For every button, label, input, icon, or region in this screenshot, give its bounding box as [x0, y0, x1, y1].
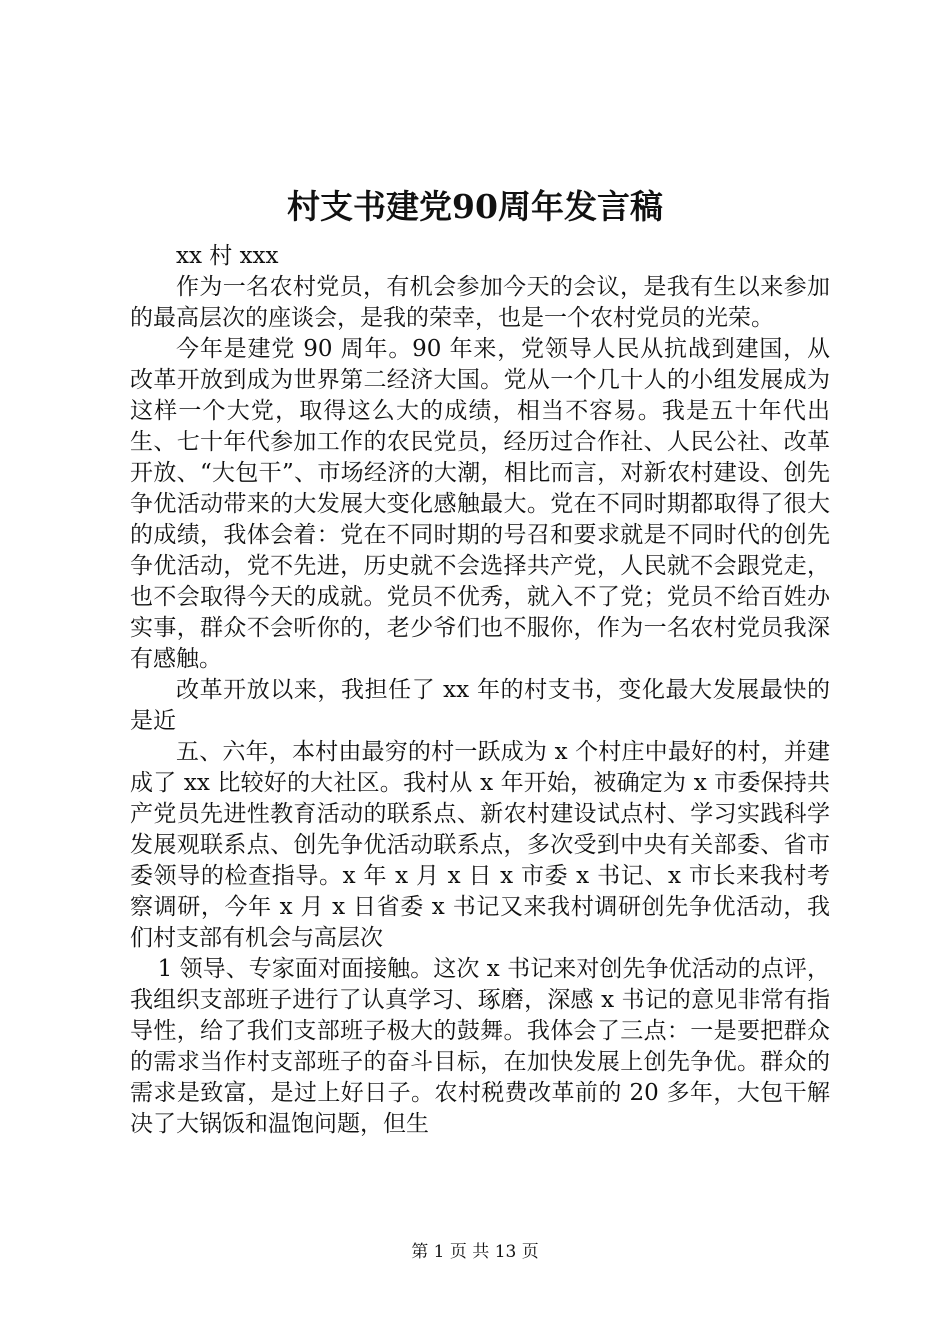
paragraph-5: 1 领导、专家面对面接触。这次 x 书记来对创先争优活动的点评，我组织支部班子进行了认真学习、琢磨，深感 x 书记的意见非常有指导性，给了我们支部班子极大的鼓舞。我体会了三点：一是要把群众的需求当作村支部班子的奋斗目标，在加快发展上创先争优。群众的需求是致富，是过上好日子。农村税费改革前的 20 多年，大包干解决了大锅饭和温饱问题，但生 [130, 956, 830, 1137]
page-number-footer: 第 1 页 共 13 页 [411, 1242, 539, 1262]
document-body [130, 241, 830, 1140]
paragraph-1: 作为一名农村党员，有机会参加今天的会议，是我有生以来参加的最高层次的座谈会，是我的荣幸，也是一个农村党员的光荣。 [130, 274, 830, 331]
paragraph-3: 改革开放以来，我担任了 xx 年的村支书，变化最大发展最快的是近 [130, 677, 830, 734]
document-title: 村支书建党90周年发言稿 [287, 187, 663, 226]
paragraph-2: 今年是建党 90 周年。90 年来，党领导人民从抗战到建国，从改革开放到成为世界第二经济大国。党从一个几十人的小组发展成为这样一个大党，取得这么大的成绩，相当不容易。我是五十年代出生、七十年代参加工作的农民党员，经历过合作社、人民公社、改革开放、“大包干”、市场经济的大潮，相比而言，对新农村建设、创先争优活动带来的大发展大变化感触最大。党在不同时期都取得了很大的成绩，我体会着：党在不同时期的号召和要求就是不同时代的创先争优活动，党不先进，历史就不会选择共产党，人民就不会跟党走，也不会取得今天的成就。党员不优秀，就入不了党；党员不给百姓办实事，群众不会听你的，老少爷们也不服你，作为一名农村党员我深有感触。 [130, 336, 830, 672]
author-line: xx 村 xxx [176, 243, 279, 269]
paragraph-4: 五、六年，本村由最穷的村一跃成为 x 个村庄中最好的村，并建成了 xx 比较好的大社区。我村从 x 年开始，被确定为 x 市委保持共产党员先进性教育活动的联系点、新农村建设试点村、学习实践科学发展观联系点、创先争优活动联系点，多次受到中央有关部委、省市委领导的检查指导。x 年 x 月 x 日 x 市委 x 书记、x 市长来我村考察调研，今年 x 月 x 日省委 x 书记又来我村调研创先争优活动，我们村支部有机会与高层次 [130, 739, 830, 951]
